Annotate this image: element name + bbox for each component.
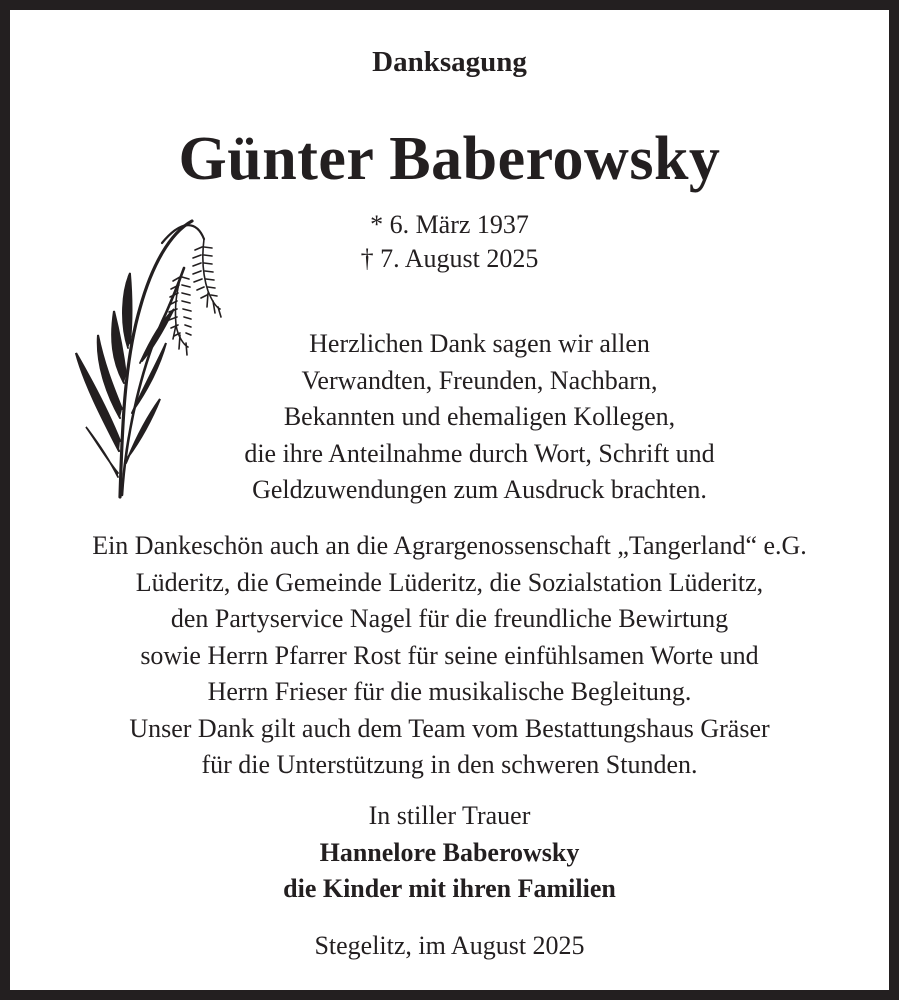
thanks-paragraph: [70, 326, 889, 509]
mourner-name: Hannelore Baberowsky: [319, 837, 580, 867]
text-line: den Partyservice Nagel für die freundliche Bewirtung: [170, 604, 729, 633]
text-line: die ihre Anteilnahme durch Wort, Schrift und: [244, 438, 715, 468]
text-line: Verwandten, Freunden, Nachbarn,: [301, 365, 658, 395]
mourning-intro: In stiller Trauer: [368, 801, 531, 830]
notice-heading: Danksagung: [372, 46, 527, 78]
mourning-signature: [10, 798, 889, 908]
text-line: sowie Herrn Pfarrer Rost für seine einfühlsamen Worte und: [140, 640, 759, 670]
text-line: Herzlichen Dank sagen wir allen: [309, 329, 650, 358]
place-date: Stegelitz, im August 2025: [314, 931, 585, 960]
special-thanks-paragraph: [10, 528, 889, 784]
deceased-name: Günter Baberowsky: [178, 125, 721, 193]
text-line: Geldzuwendungen zum Ausdruck brachten.: [252, 475, 707, 504]
family-line: die Kinder mit ihren Familien: [283, 874, 616, 903]
text-line: Ein Dankeschön auch an die Agrargenossenschaft „Tangerland“ e.G.: [92, 531, 807, 560]
birth-date: * 6. März 1937: [370, 210, 529, 239]
text-line: Bekannten und ehemaligen Kollegen,: [283, 402, 676, 431]
text-line: für die Unterstützung in den schweren Stunden.: [201, 750, 698, 779]
death-date: † 7. August 2025: [360, 244, 539, 273]
text-line: Lüderitz, die Gemeinde Lüderitz, die Sozialstation Lüderitz,: [135, 567, 764, 597]
text-line: Unser Dank gilt auch dem Team vom Bestattungshaus Gräser: [129, 713, 770, 743]
text-line: Herrn Frieser für die musikalische Begleitung.: [207, 677, 692, 706]
